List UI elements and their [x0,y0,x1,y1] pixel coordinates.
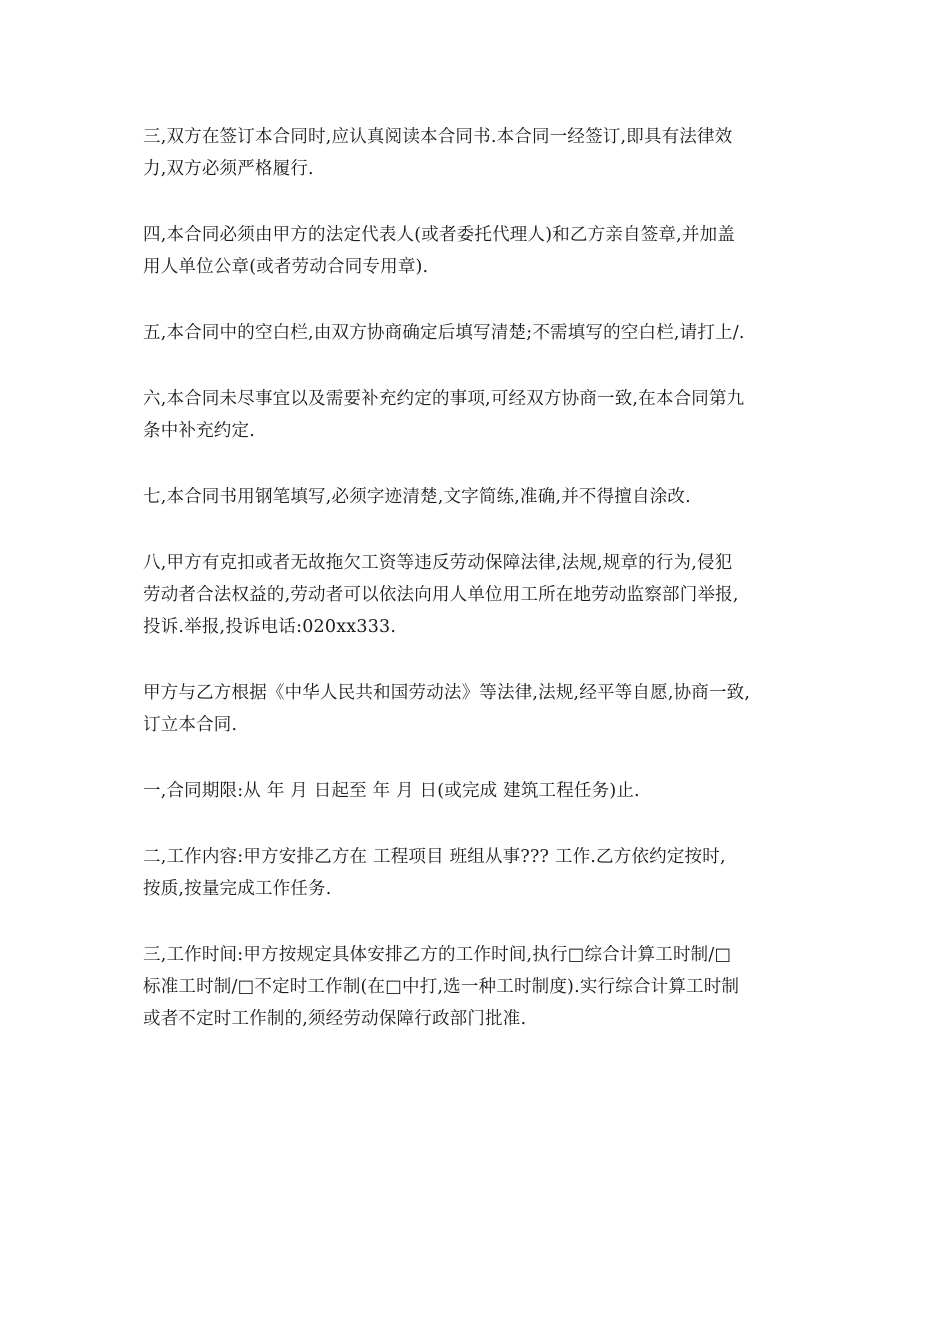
paragraph-3 [143,317,813,349]
paragraph-6 [143,547,813,643]
paragraph-10 [143,939,813,1035]
paragraph-line: 甲方与乙方根据《中华人民共和国劳动法》等法律,法规,经平等自愿,协商一致, [143,683,751,703]
paragraph-line: 用人单位公章(或者劳动合同专用章). [143,257,429,277]
paragraph-4 [143,383,813,447]
paragraph-8 [143,775,813,807]
paragraph-5 [143,481,813,513]
paragraph-line: 条中补充约定. [143,421,255,441]
paragraph-line: 三,双方在签订本合同时,应认真阅读本合同书.本合同一经签订,即具有法律效 [143,127,733,147]
paragraph-line: 劳动者合法权益的,劳动者可以依法向用人单位用工所在地劳动监察部门举报, [143,585,739,605]
paragraph-line: 标准工时制/□不定时工作制(在□中打,选一种工时制度).实行综合计算工时制 [143,977,740,997]
paragraph-line: 五,本合同中的空白栏,由双方协商确定后填写清楚;不需填写的空白栏,请打上/. [143,323,745,343]
paragraph-line: 或者不定时工作制的,须经劳动保障行政部门批准. [143,1009,527,1029]
paragraph-line: 四,本合同必须由甲方的法定代表人(或者委托代理人)和乙方亲自签章,并加盖 [143,225,735,245]
paragraph-line: 一,合同期限:从 年 月 日起至 年 月 日(或完成 建筑工程任务)止. [143,781,640,801]
paragraph-line: 订立本合同. [143,715,238,735]
paragraph-line: 投诉.举报,投诉电话:020xx333. [143,617,397,637]
paragraph-line: 力,双方必须严格履行. [143,159,314,179]
paragraph-7 [143,677,813,741]
paragraph-line: 二,工作内容:甲方安排乙方在 工程项目 班组从事??? 工作.乙方依约定按时, [143,847,726,867]
paragraph-2 [143,219,813,283]
paragraph-line: 三,工作时间:甲方按规定具体安排乙方的工作时间,执行□综合计算工时制/□ [143,945,732,965]
paragraph-1 [143,121,813,185]
paragraph-line: 八,甲方有克扣或者无故拖欠工资等违反劳动保障法律,法规,规章的行为,侵犯 [143,553,733,573]
paragraph-line: 六,本合同未尽事宜以及需要补充约定的事项,可经双方协商一致,在本合同第九 [143,389,745,409]
paragraph-9 [143,841,813,905]
paragraph-line: 按质,按量完成工作任务. [143,879,332,899]
paragraph-line: 七,本合同书用钢笔填写,必须字迹清楚,文字简练,准确,并不得擅自涂改. [143,487,691,507]
document-body [143,121,813,1069]
